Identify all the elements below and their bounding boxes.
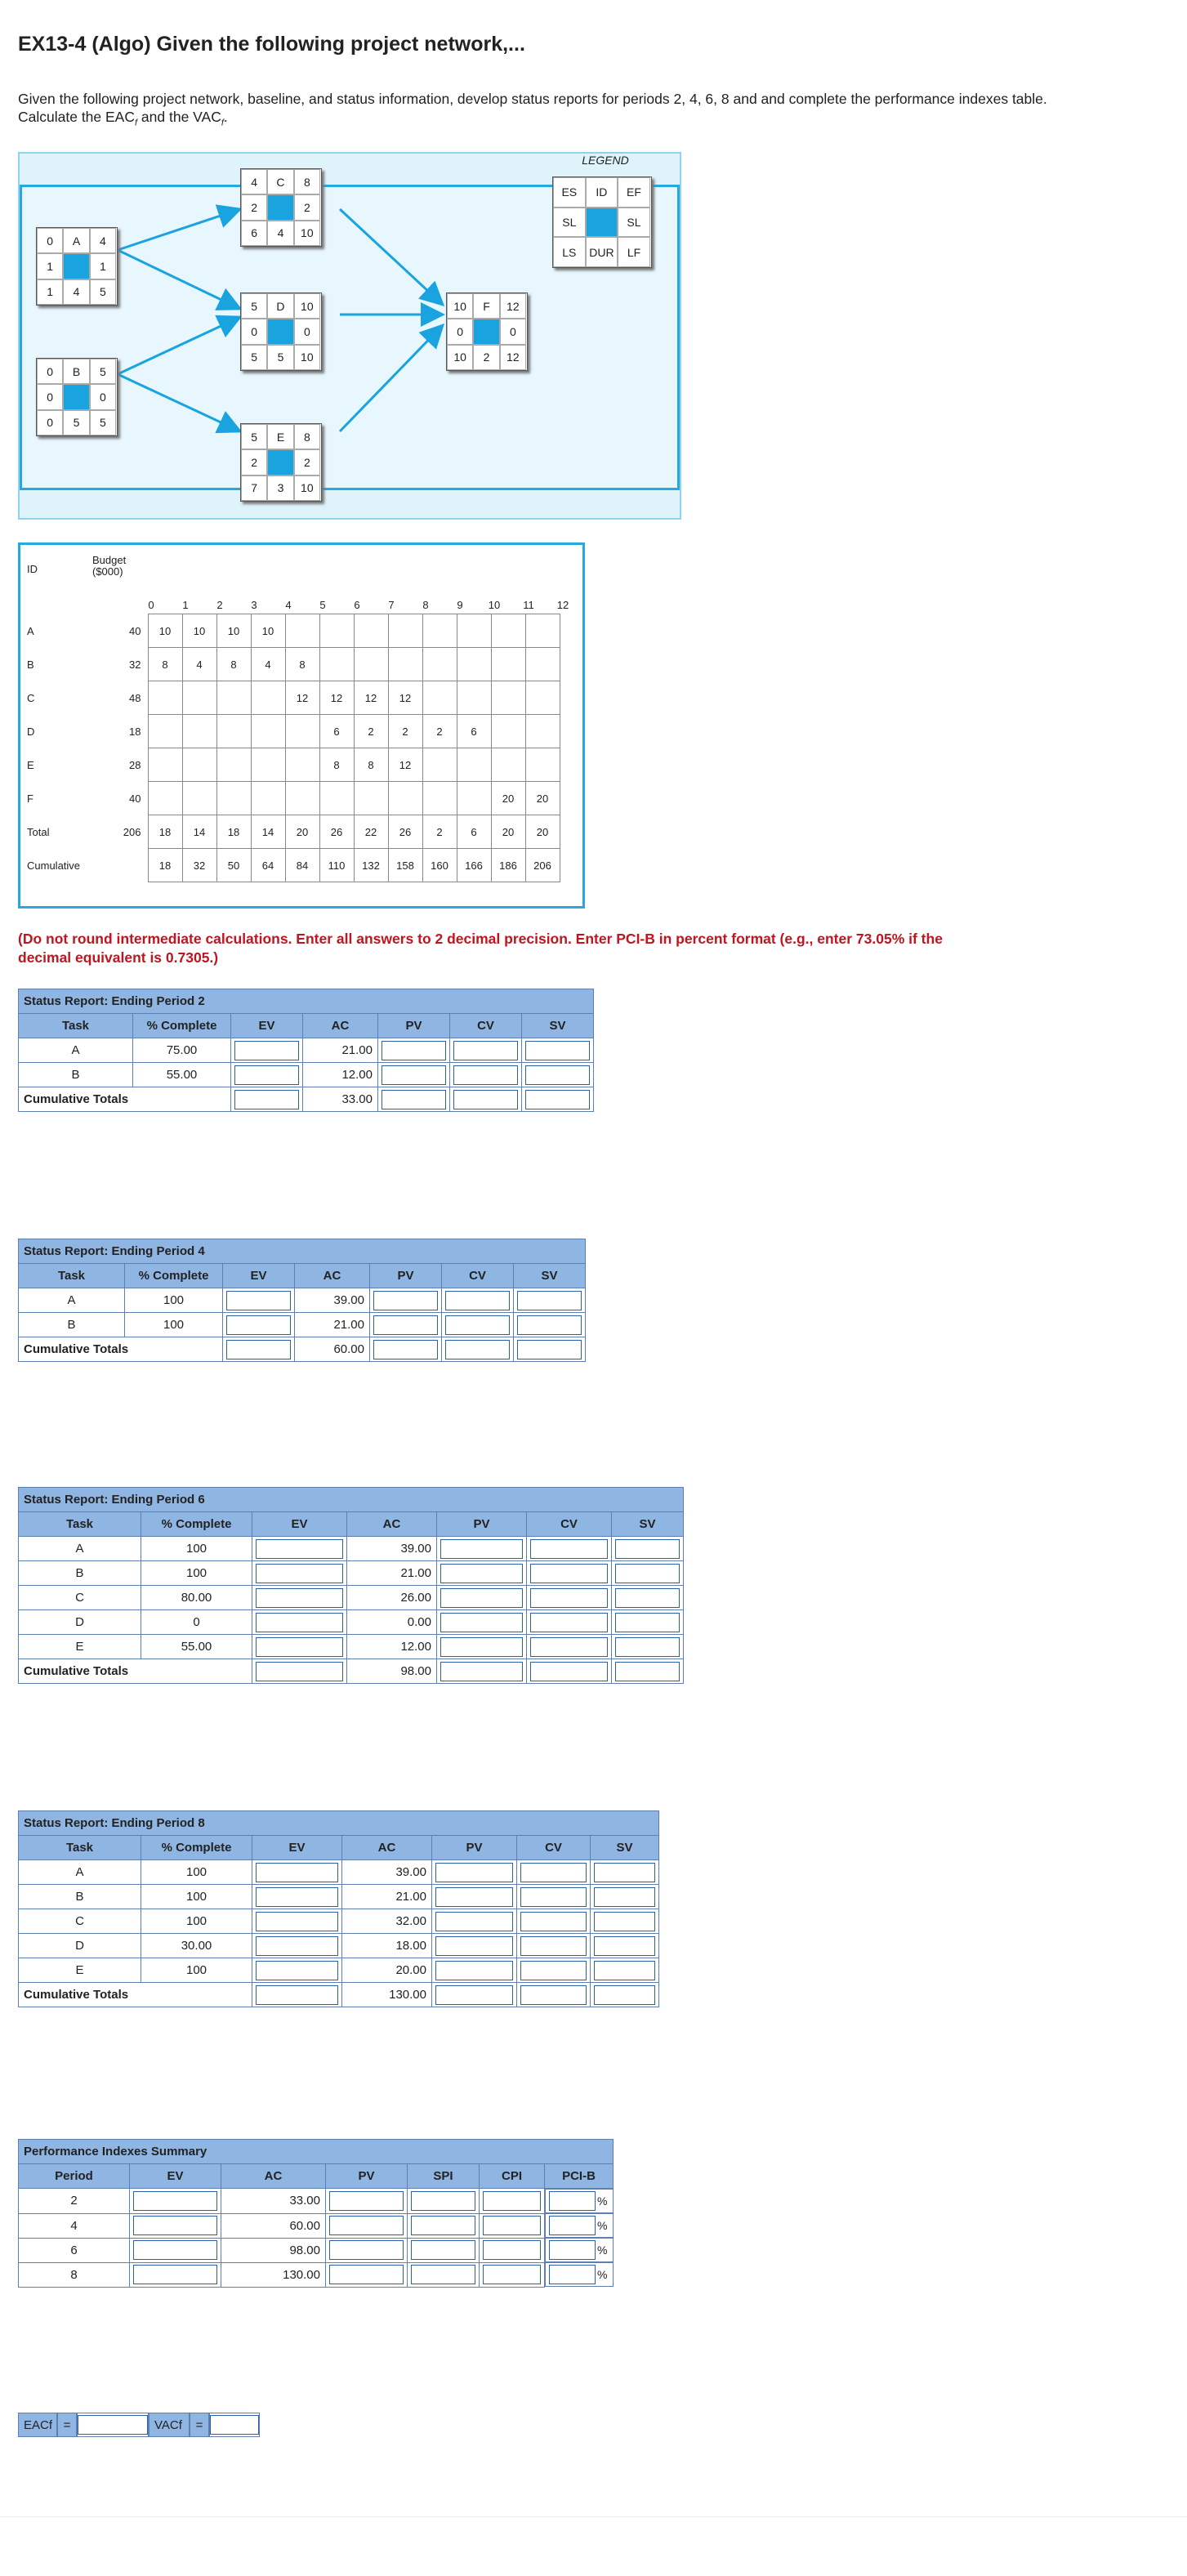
cumulative-totals-row: Cumulative Totals 33.00	[19, 1087, 594, 1112]
baseline-schedule	[18, 542, 585, 909]
period-label: 6	[354, 599, 360, 611]
schedule-row: E 28 8 8 12	[20, 748, 560, 782]
period-label: 4	[285, 599, 292, 611]
period-label: 8	[422, 599, 429, 611]
column-header: PV	[326, 2164, 408, 2189]
vac-input[interactable]	[210, 2415, 259, 2435]
column-header: AC	[342, 1836, 432, 1860]
cv-input[interactable]	[520, 1863, 587, 1882]
performance-row: 8 130.00 %	[19, 2262, 614, 2287]
ev-input[interactable]	[256, 1613, 343, 1632]
status-row: A 100 39.00	[19, 1288, 586, 1313]
column-header: PV	[437, 1512, 527, 1537]
sv-input[interactable]	[594, 1863, 655, 1882]
network-node-f: 10 F 12 0 0 10 2 12	[446, 292, 528, 371]
period-label: 7	[388, 599, 395, 611]
cv-input[interactable]	[530, 1588, 608, 1608]
column-header: SV	[612, 1512, 684, 1537]
ev-input[interactable]	[256, 1961, 338, 1980]
spi-input[interactable]	[411, 2265, 475, 2284]
period-label: 5	[319, 599, 326, 611]
ev-input[interactable]	[133, 2240, 217, 2260]
column-header: AC	[303, 1014, 378, 1038]
pv-input[interactable]	[435, 1863, 513, 1882]
column-header: CV	[450, 1014, 522, 1038]
column-header: Task	[19, 1014, 133, 1038]
network-node-e: 5 E 8 2 2 7 3 10	[240, 423, 322, 502]
sv-input[interactable]	[594, 1912, 655, 1931]
column-header: EV	[252, 1512, 347, 1537]
schedule-row: Total 206 18 14 18 14 20 26 22 26 2 6 20 20	[20, 815, 560, 849]
cv-input[interactable]	[530, 1564, 608, 1583]
status-report-caption: Status Report: Ending Period 6	[19, 1488, 684, 1512]
ev-input[interactable]	[256, 1637, 343, 1657]
status-row: D 30.00 18.00	[19, 1934, 659, 1958]
percent-sign: %	[597, 2219, 608, 2232]
period-label: 12	[556, 599, 569, 611]
status-report-caption: Status Report: Ending Period 2	[19, 989, 594, 1014]
ev-input[interactable]	[256, 1863, 338, 1882]
cpi-input[interactable]	[483, 2240, 541, 2260]
status-row: A 100 39.00	[19, 1537, 684, 1561]
column-header: CV	[517, 1836, 591, 1860]
arrow-a-d	[118, 250, 240, 309]
status-row: B 100 21.00	[19, 1313, 586, 1337]
schedule-row: C 48 12 12 12 12	[20, 681, 560, 715]
pv-input[interactable]	[440, 1564, 523, 1583]
schedule-row: F 40 20 20	[20, 782, 560, 815]
status-row: C 100 32.00	[19, 1909, 659, 1934]
legend-title: LEGEND	[582, 154, 629, 167]
percent-sign: %	[597, 2194, 608, 2208]
status-row: A 100 39.00	[19, 1860, 659, 1885]
period-label: 0	[148, 599, 154, 611]
percent-sign: %	[597, 2243, 608, 2257]
status-row: B 100 21.00	[19, 1885, 659, 1909]
cv-input[interactable]	[520, 1961, 587, 1980]
problem-statement: Given the following project network, baseline, and status information, develop status reports for periods 2, 4, 6, 8 and and complete the performance indexes table. Calculate the $EAC_f$ and the $VAC_f$.	[18, 91, 1047, 128]
pv-input[interactable]	[440, 1588, 523, 1608]
schedule-row: Cumulative 18 32 50 64 84 110 132 158 160 166 186 206	[20, 849, 560, 882]
sv-input[interactable]	[615, 1637, 680, 1657]
project-network-diagram	[18, 152, 681, 520]
period-label: 1	[182, 599, 189, 611]
cv-input[interactable]	[530, 1539, 608, 1559]
status-report-table	[18, 1239, 586, 1362]
pv-input[interactable]	[435, 1887, 513, 1907]
spi-input[interactable]	[411, 2191, 475, 2211]
column-header: EV	[223, 1264, 295, 1288]
pv-input[interactable]	[435, 1985, 513, 2005]
column-header: EV	[130, 2164, 221, 2189]
pv-input[interactable]	[440, 1539, 523, 1559]
status-report-table	[18, 1487, 684, 1684]
cv-input[interactable]	[453, 1090, 518, 1109]
ev-input[interactable]	[256, 1936, 338, 1956]
performance-row: 6 98.00 %	[19, 2238, 614, 2262]
arrow-e-f	[340, 325, 443, 431]
ev-input[interactable]	[256, 1912, 338, 1931]
column-header: PCI-B	[545, 2164, 614, 2189]
ev-input[interactable]	[234, 1090, 299, 1109]
column-header: % Complete	[141, 1512, 252, 1537]
vac-label: VACf	[149, 2413, 190, 2437]
sv-input[interactable]	[517, 1340, 582, 1359]
column-header: SPI	[408, 2164, 480, 2189]
status-report-table	[18, 989, 594, 1112]
ev-input[interactable]	[256, 1662, 343, 1681]
schedule-id-header: ID	[27, 563, 38, 575]
sv-input[interactable]	[525, 1065, 590, 1085]
sv-input[interactable]	[594, 1936, 655, 1956]
arrow-a-c	[118, 209, 240, 250]
pv-input[interactable]	[329, 2191, 404, 2211]
vac-equals: =	[190, 2413, 209, 2437]
status-row: C 80.00 26.00	[19, 1586, 684, 1610]
ev-input[interactable]	[256, 1985, 338, 2005]
pv-input[interactable]	[435, 1961, 513, 1980]
column-header: Period	[19, 2164, 130, 2189]
schedule-row: B 32 8 4 8 4 8	[20, 648, 560, 681]
cumulative-totals-row: Cumulative Totals 60.00	[19, 1337, 586, 1362]
sv-input[interactable]	[517, 1315, 582, 1335]
arrow-b-e	[118, 374, 240, 431]
pcib-input[interactable]	[549, 2240, 596, 2260]
status-row: D 0 0.00	[19, 1610, 684, 1635]
pv-input[interactable]	[382, 1065, 446, 1085]
period-label: 3	[251, 599, 257, 611]
cv-input[interactable]	[453, 1041, 518, 1060]
arrow-c-f	[340, 209, 443, 305]
ev-input[interactable]	[256, 1887, 338, 1907]
pcib-input[interactable]	[549, 2191, 596, 2211]
schedule-row: A 40 10 10 10 10	[20, 614, 560, 648]
ev-input[interactable]	[133, 2191, 217, 2211]
ev-input[interactable]	[234, 1041, 299, 1060]
cumulative-totals-row: Cumulative Totals 130.00	[19, 1983, 659, 2007]
sv-input[interactable]	[525, 1090, 590, 1109]
footer-divider	[0, 2516, 1187, 2517]
page-title: EX13-4 (Algo) Given the following project network,...	[18, 33, 525, 56]
cpi-input[interactable]	[483, 2191, 541, 2211]
period-label: 10	[488, 599, 501, 611]
cv-input[interactable]	[520, 1887, 587, 1907]
column-header: EV	[252, 1836, 342, 1860]
column-header: SV	[591, 1836, 659, 1860]
spi-input[interactable]	[411, 2240, 475, 2260]
performance-row: 4 60.00 %	[19, 2213, 614, 2238]
percent-sign: %	[597, 2268, 608, 2281]
pcib-input[interactable]	[549, 2216, 596, 2235]
status-report-caption: Status Report: Ending Period 8	[19, 1811, 659, 1836]
spi-input[interactable]	[411, 2216, 475, 2235]
ev-input[interactable]	[226, 1340, 291, 1359]
sv-input[interactable]	[615, 1539, 680, 1559]
eac-label: EACf	[18, 2413, 57, 2437]
period-label: 11	[523, 599, 534, 611]
sv-input[interactable]	[615, 1613, 680, 1632]
column-header: PV	[370, 1264, 442, 1288]
status-row: B 100 21.00	[19, 1561, 684, 1586]
cv-input[interactable]	[530, 1662, 608, 1681]
cpi-input[interactable]	[483, 2265, 541, 2284]
legend-node: ES ID EF SL SL LS DUR LF	[552, 176, 652, 268]
sv-input[interactable]	[594, 1887, 655, 1907]
pv-input[interactable]	[373, 1291, 438, 1310]
period-label: 9	[457, 599, 463, 611]
cumulative-totals-row: Cumulative Totals 98.00	[19, 1659, 684, 1684]
sv-input[interactable]	[615, 1588, 680, 1608]
performance-caption: Performance Indexes Summary	[19, 2140, 614, 2164]
pv-input[interactable]	[440, 1613, 523, 1632]
sv-input[interactable]	[615, 1564, 680, 1583]
schedule-row: D 18 6 2 2 2 6	[20, 715, 560, 748]
column-header: SV	[514, 1264, 586, 1288]
pv-input[interactable]	[329, 2216, 404, 2235]
column-header: % Complete	[141, 1836, 252, 1860]
column-header: SV	[522, 1014, 594, 1038]
pv-input[interactable]	[435, 1936, 513, 1956]
pv-input[interactable]	[382, 1041, 446, 1060]
cv-input[interactable]	[520, 1936, 587, 1956]
cv-input[interactable]	[445, 1340, 510, 1359]
status-report-caption: Status Report: Ending Period 4	[19, 1239, 586, 1264]
eac-vac-row	[18, 2413, 260, 2437]
schedule-grid	[20, 614, 560, 882]
ev-input[interactable]	[226, 1315, 291, 1335]
instructions-note: (Do not round intermediate calculations. Enter all answers to 2 decimal precision. Enter PCI-B in percent format (e.g., enter 73.05% if the decimal equivalent is 0.7305.)	[18, 931, 943, 966]
pv-input[interactable]	[382, 1090, 446, 1109]
column-header: CPI	[480, 2164, 545, 2189]
cv-input[interactable]	[530, 1637, 608, 1657]
pv-input[interactable]	[435, 1912, 513, 1931]
ev-input[interactable]	[234, 1065, 299, 1085]
sv-input[interactable]	[594, 1961, 655, 1980]
column-header: AC	[221, 2164, 326, 2189]
ev-input[interactable]	[226, 1291, 291, 1310]
pv-input[interactable]	[440, 1637, 523, 1657]
network-node-c: 4 C 8 2 2 6 4 10	[240, 168, 322, 247]
column-header: EV	[231, 1014, 303, 1038]
performance-indexes-table	[18, 2139, 614, 2288]
column-header: CV	[527, 1512, 612, 1537]
status-row: E 55.00 12.00	[19, 1635, 684, 1659]
status-report-table	[18, 1810, 659, 2007]
sv-input[interactable]	[525, 1041, 590, 1060]
column-header: % Complete	[133, 1014, 231, 1038]
network-node-a: 0 A 4 1 1 1 4 5	[36, 227, 118, 306]
column-header: PV	[432, 1836, 517, 1860]
cv-input[interactable]	[530, 1613, 608, 1632]
cv-input[interactable]	[445, 1315, 510, 1335]
pv-input[interactable]	[329, 2265, 404, 2284]
ev-input[interactable]	[133, 2216, 217, 2235]
performance-row: 2 33.00 %	[19, 2189, 614, 2214]
status-row: E 100 20.00	[19, 1958, 659, 1983]
column-header: % Complete	[125, 1264, 223, 1288]
eac-equals: =	[57, 2413, 77, 2437]
cpi-input[interactable]	[483, 2216, 541, 2235]
column-header: Task	[19, 1836, 141, 1860]
sv-input[interactable]	[594, 1985, 655, 2005]
network-node-d: 5 D 10 0 0 5 5 10	[240, 292, 322, 371]
status-row: B 55.00 12.00	[19, 1063, 594, 1087]
column-header: AC	[347, 1512, 437, 1537]
ev-input[interactable]	[256, 1539, 343, 1559]
ev-input[interactable]	[256, 1564, 343, 1583]
network-node-b: 0 B 5 0 0 0 5 5	[36, 358, 118, 436]
pcib-input[interactable]	[549, 2265, 596, 2284]
pv-input[interactable]	[329, 2240, 404, 2260]
cv-input[interactable]	[453, 1065, 518, 1085]
cv-input[interactable]	[445, 1291, 510, 1310]
sv-input[interactable]	[615, 1662, 680, 1681]
ev-input[interactable]	[256, 1588, 343, 1608]
eac-input[interactable]	[78, 2415, 148, 2435]
period-label: 2	[216, 599, 223, 611]
column-header: PV	[378, 1014, 450, 1038]
column-header: AC	[295, 1264, 370, 1288]
ev-input[interactable]	[133, 2265, 217, 2284]
arrow-b-d	[118, 317, 240, 374]
column-header: Task	[19, 1512, 141, 1537]
cv-input[interactable]	[520, 1985, 587, 2005]
pv-input[interactable]	[373, 1315, 438, 1335]
cv-input[interactable]	[520, 1912, 587, 1931]
column-header: Task	[19, 1264, 125, 1288]
sv-input[interactable]	[517, 1291, 582, 1310]
status-row: A 75.00 21.00	[19, 1038, 594, 1063]
pv-input[interactable]	[440, 1662, 523, 1681]
schedule-budget-header: Budget ($000)	[92, 554, 127, 578]
column-header: CV	[442, 1264, 514, 1288]
pv-input[interactable]	[373, 1340, 438, 1359]
